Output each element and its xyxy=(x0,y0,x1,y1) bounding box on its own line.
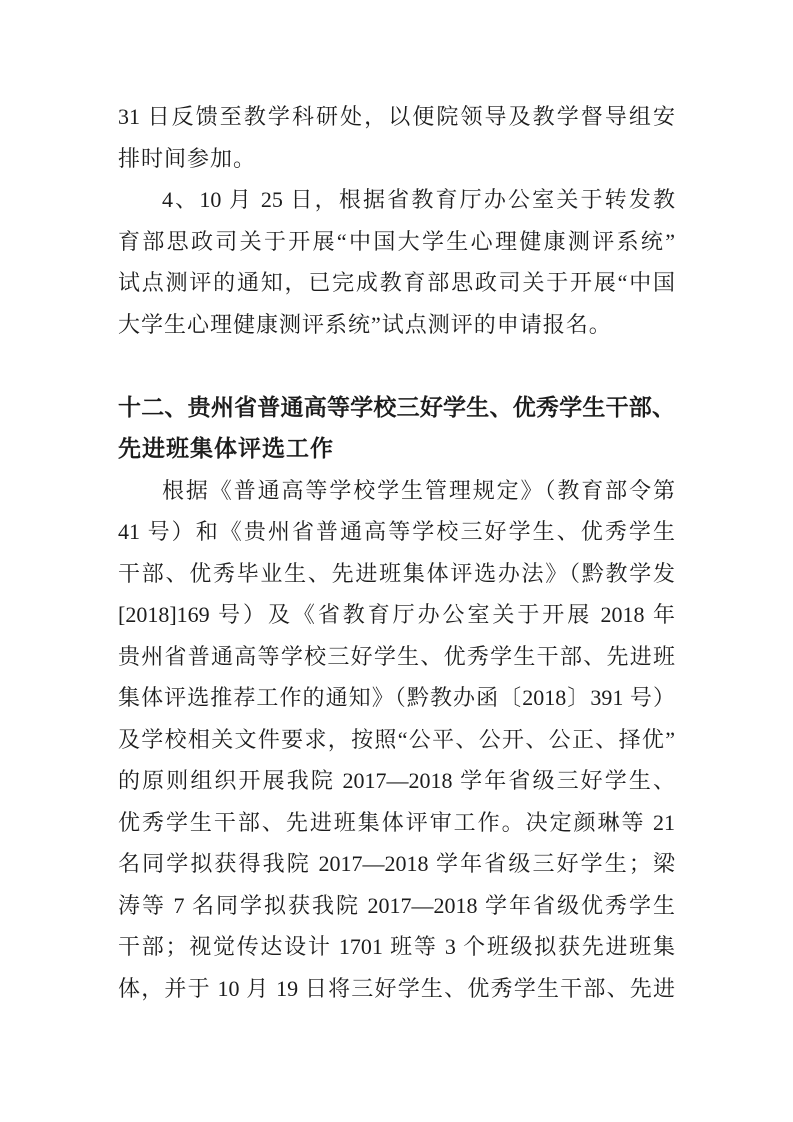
para-selection-work-line-5: 贵州省普通高等学校三好学生、优秀学生干部、先进班 xyxy=(118,643,675,669)
para-item-4-line-4: 大学生心理健康测评系统”试点测评的申请报名。 xyxy=(118,311,612,337)
para-item-4-line-2: 育部思政司关于开展“中国大学生心理健康测评系统” xyxy=(118,228,675,254)
heading-section-12-line-2: 先进班集体评选工作 xyxy=(118,435,334,461)
para-selection-work-line-2: 41 号）和《贵州省普通高等学校三好学生、优秀学生 xyxy=(118,519,675,544)
para-selection-work-line-13: 体，并于 10 月 19 日将三好学生、优秀学生干部、先进 xyxy=(118,975,675,1001)
para-feedback-continuation-line-2: 排时间参加。 xyxy=(118,145,257,171)
para-selection-work-line-6: 集体评选推荐工作的通知》（黔教办函〔2018〕391 号） xyxy=(118,685,675,710)
para-selection-work-line-11: 涛等 7 名同学拟获我院 2017—2018 学年省级优秀学生 xyxy=(118,892,675,918)
para-selection-work-line-3: 干部、优秀毕业生、先进班集体评选办法》（黔教学发 xyxy=(118,560,675,586)
document-content xyxy=(118,96,675,1009)
para-selection-work-line-1: 根据《普通高等学校学生管理规定》（教育部令第 xyxy=(162,477,675,503)
para-selection-work-line-10: 名同学拟获得我院 2017—2018 学年省级三好学生；梁 xyxy=(118,851,675,876)
heading-section-12-line-1: 十二、贵州省普通高等学校三好学生、优秀学生干部、 xyxy=(118,393,675,420)
para-selection-work-line-12: 干部；视觉传达设计 1701 班等 3 个班级拟获先进班集 xyxy=(118,934,675,959)
para-selection-work-line-7: 及学校相关文件要求，按照“公平、公开、公正、择优” xyxy=(118,726,675,752)
blank-line xyxy=(118,345,675,387)
para-selection-work-line-8: 的原则组织开展我院 2017—2018 学年省级三好学生、 xyxy=(118,768,675,793)
para-selection-work-line-9: 优秀学生干部、先进班集体评审工作。决定颜琳等 21 xyxy=(118,809,675,835)
para-feedback-continuation-line-1: 31 日反馈至教学科研处，以便院领导及教学督导组安 xyxy=(118,104,675,129)
para-selection-work-line-4: [2018]169 号）及《省教育厅办公室关于开展 2018 年 xyxy=(118,602,675,627)
para-item-4-line-1: 4、10 月 25 日，根据省教育厅办公室关于转发教 xyxy=(162,187,675,212)
para-item-4-line-3: 试点测评的通知，已完成教育部思政司关于开展“中国 xyxy=(118,270,675,295)
